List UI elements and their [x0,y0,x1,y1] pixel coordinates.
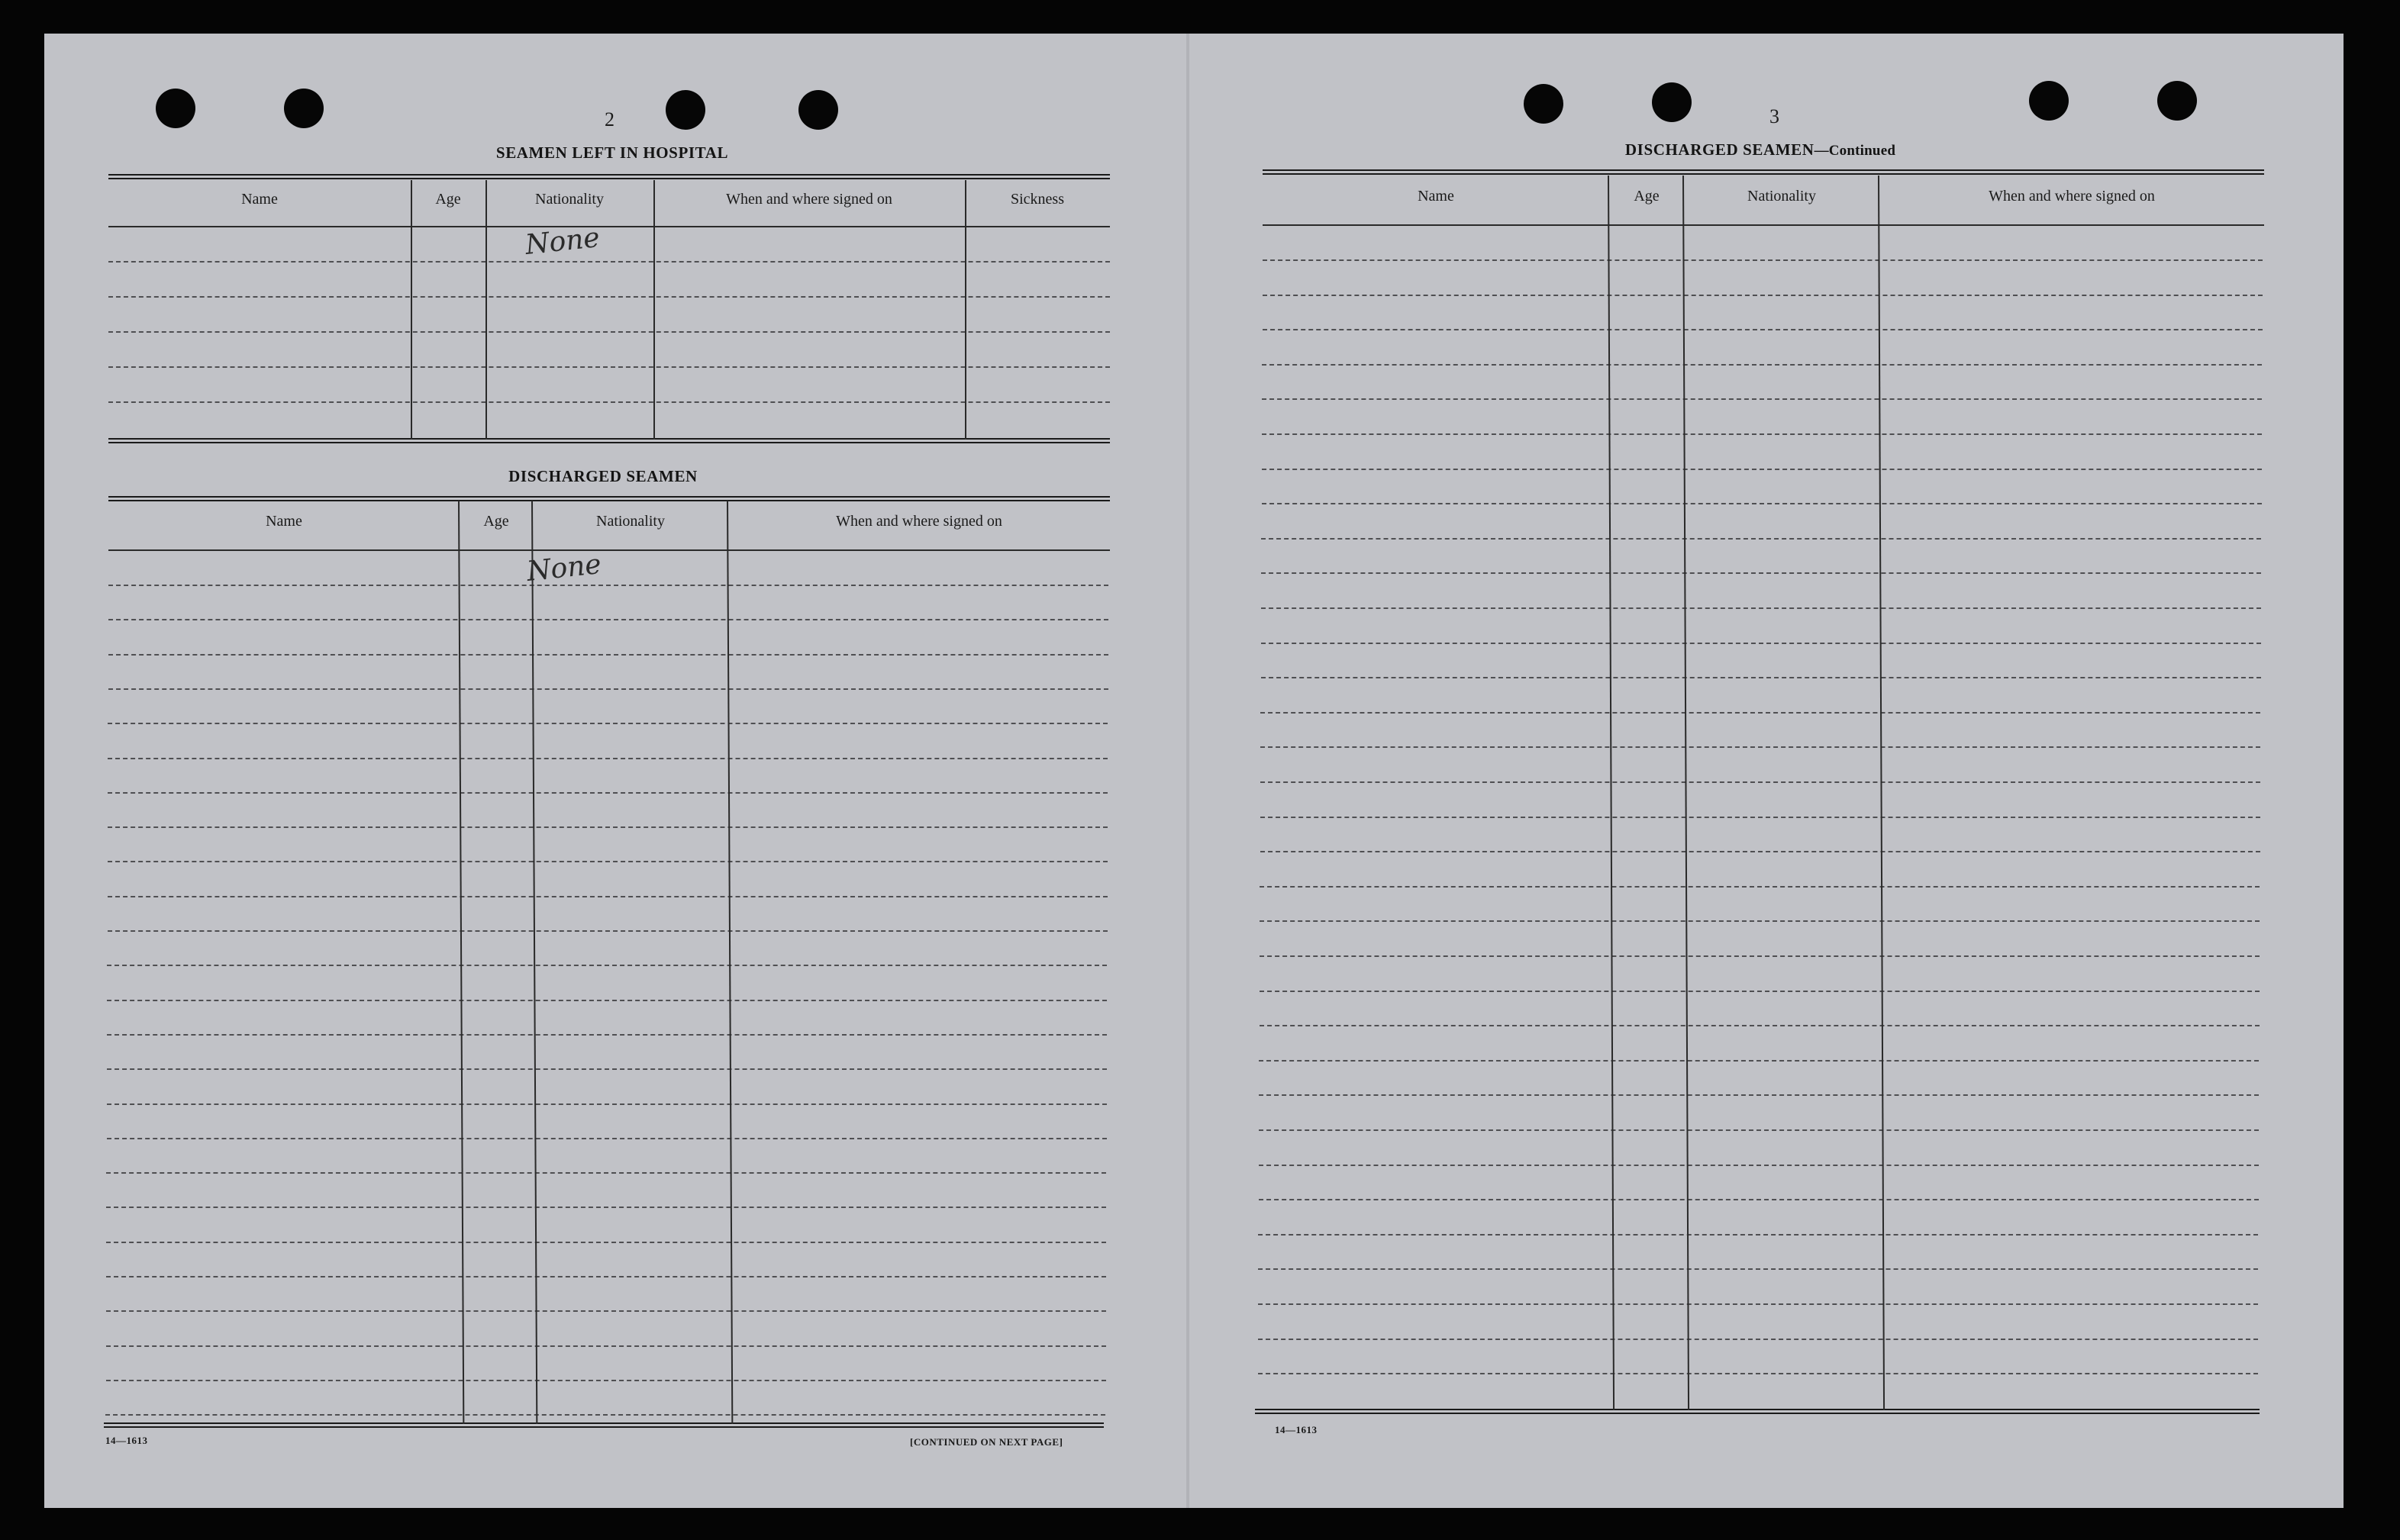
entry-line [1260,920,2260,922]
column-header-nationality: Nationality [535,191,604,208]
entry-line [106,1172,1106,1174]
column-header-age: Age [1634,188,1660,205]
entry-line [1259,1165,2259,1166]
entry-line [1261,643,2261,644]
entry-line [1261,538,2261,540]
entry-line [108,654,1108,656]
title-sub: —Continued [1814,143,1896,159]
entry-line [1260,851,2260,852]
column-header-name: Name [1418,188,1454,205]
entry-line [108,826,1108,828]
form-number: 14—1613 [1275,1424,1318,1435]
entry-line [1263,259,2263,261]
entry-line [108,792,1108,794]
entry-line [1260,746,2260,748]
entry-line [108,896,1108,897]
entry-line [107,1068,1107,1070]
entry-line [106,1242,1106,1243]
entry-line [1262,364,2262,366]
entry-line [1262,398,2262,400]
entry-line [1260,886,2260,888]
punch-hole [1524,84,1563,124]
column-divider [653,180,655,440]
punch-hole [2157,81,2197,121]
entry-line [1258,1234,2258,1236]
continued-note: [CONTINUED ON NEXT PAGE] [910,1436,1063,1448]
hospital-bottom-rule [108,438,1110,443]
entry-line [108,723,1108,724]
entry-line [108,261,1110,263]
entry-line [106,1276,1106,1277]
page-number: 2 [605,108,615,130]
entry-line [1261,572,2261,574]
entry-line [106,1310,1106,1312]
entry-line [1261,607,2261,609]
entry-line [108,619,1108,620]
entry-line [108,758,1108,759]
hospital-section-title: SEAMEN LEFT IN HOSPITAL [495,143,729,162]
form-number: 14—1613 [105,1435,148,1446]
entry-line [1259,1129,2259,1131]
entry-line [107,1000,1107,1001]
entry-line [1260,712,2260,714]
page-fold [1186,34,1189,1508]
entry-line [1262,469,2262,470]
entry-line [108,585,1108,586]
entry-line [1259,1199,2259,1200]
entry-line [1263,329,2263,330]
header-rule [108,549,1110,551]
page-number: 3 [1769,105,1779,127]
document-sheet [44,34,2344,1508]
column-header-signed-on: When and where signed on [836,513,1002,530]
column-header-age: Age [435,191,461,208]
discharged-section-title: DISCHARGED SEAMEN [508,467,698,485]
entry-line [105,1414,1105,1416]
entry-line [1259,1060,2259,1062]
punch-hole [156,89,195,128]
column-header-age: Age [483,513,509,530]
entry-line [106,1380,1106,1381]
column-header-nationality: Nationality [1747,188,1816,205]
entry-line [1260,817,2260,818]
entry-line [1263,295,2263,296]
column-header-signed-on: When and where signed on [726,191,892,208]
entry-line [108,688,1108,690]
entry-line [1260,955,2260,957]
header-rule [1263,224,2264,226]
column-header-name: Name [266,513,302,530]
entry-line [1262,433,2262,435]
entry-line [108,861,1108,862]
discharged-continued-title [1625,140,1895,159]
entry-line [107,1138,1107,1139]
punch-hole [2029,81,2069,121]
column-header-nationality: Nationality [596,513,665,530]
punch-hole [1652,82,1692,122]
entry-line [108,930,1108,932]
entry-line [107,1103,1107,1105]
handwritten-entry: None [524,222,602,261]
punch-hole [666,90,705,130]
entry-line [107,965,1107,966]
column-header-name: Name [241,191,278,208]
entry-line [106,1345,1106,1347]
entry-line [107,1034,1107,1036]
column-divider [411,180,412,440]
column-divider [485,180,487,440]
entry-line [108,296,1110,298]
right-top-rule [1263,169,2264,175]
hospital-top-rule [108,174,1110,179]
entry-line [1258,1303,2258,1305]
discharged-bottom-rule [104,1422,1104,1428]
entry-line [1258,1268,2258,1270]
handwritten-entry: None [525,549,603,588]
entry-line [1258,1373,2258,1374]
entry-line [1259,1094,2259,1096]
entry-line [1260,1025,2260,1026]
punch-hole [284,89,324,128]
entry-line [1261,677,2261,678]
column-divider [965,180,966,440]
entry-line [1260,781,2260,783]
entry-line [108,366,1110,368]
discharged-top-rule [108,496,1110,501]
title-main: DISCHARGED SEAMEN [1624,140,1815,159]
punch-hole [798,90,838,130]
header-rule [108,226,1110,227]
column-header-sickness: Sickness [1011,191,1064,208]
entry-line [108,401,1110,403]
right-bottom-rule [1255,1409,2260,1414]
entry-line [106,1207,1106,1208]
entry-line [1260,991,2260,992]
entry-line [1262,503,2262,504]
entry-line [1258,1339,2258,1340]
entry-line [108,331,1110,333]
column-header-signed-on: When and where signed on [1989,188,2155,205]
